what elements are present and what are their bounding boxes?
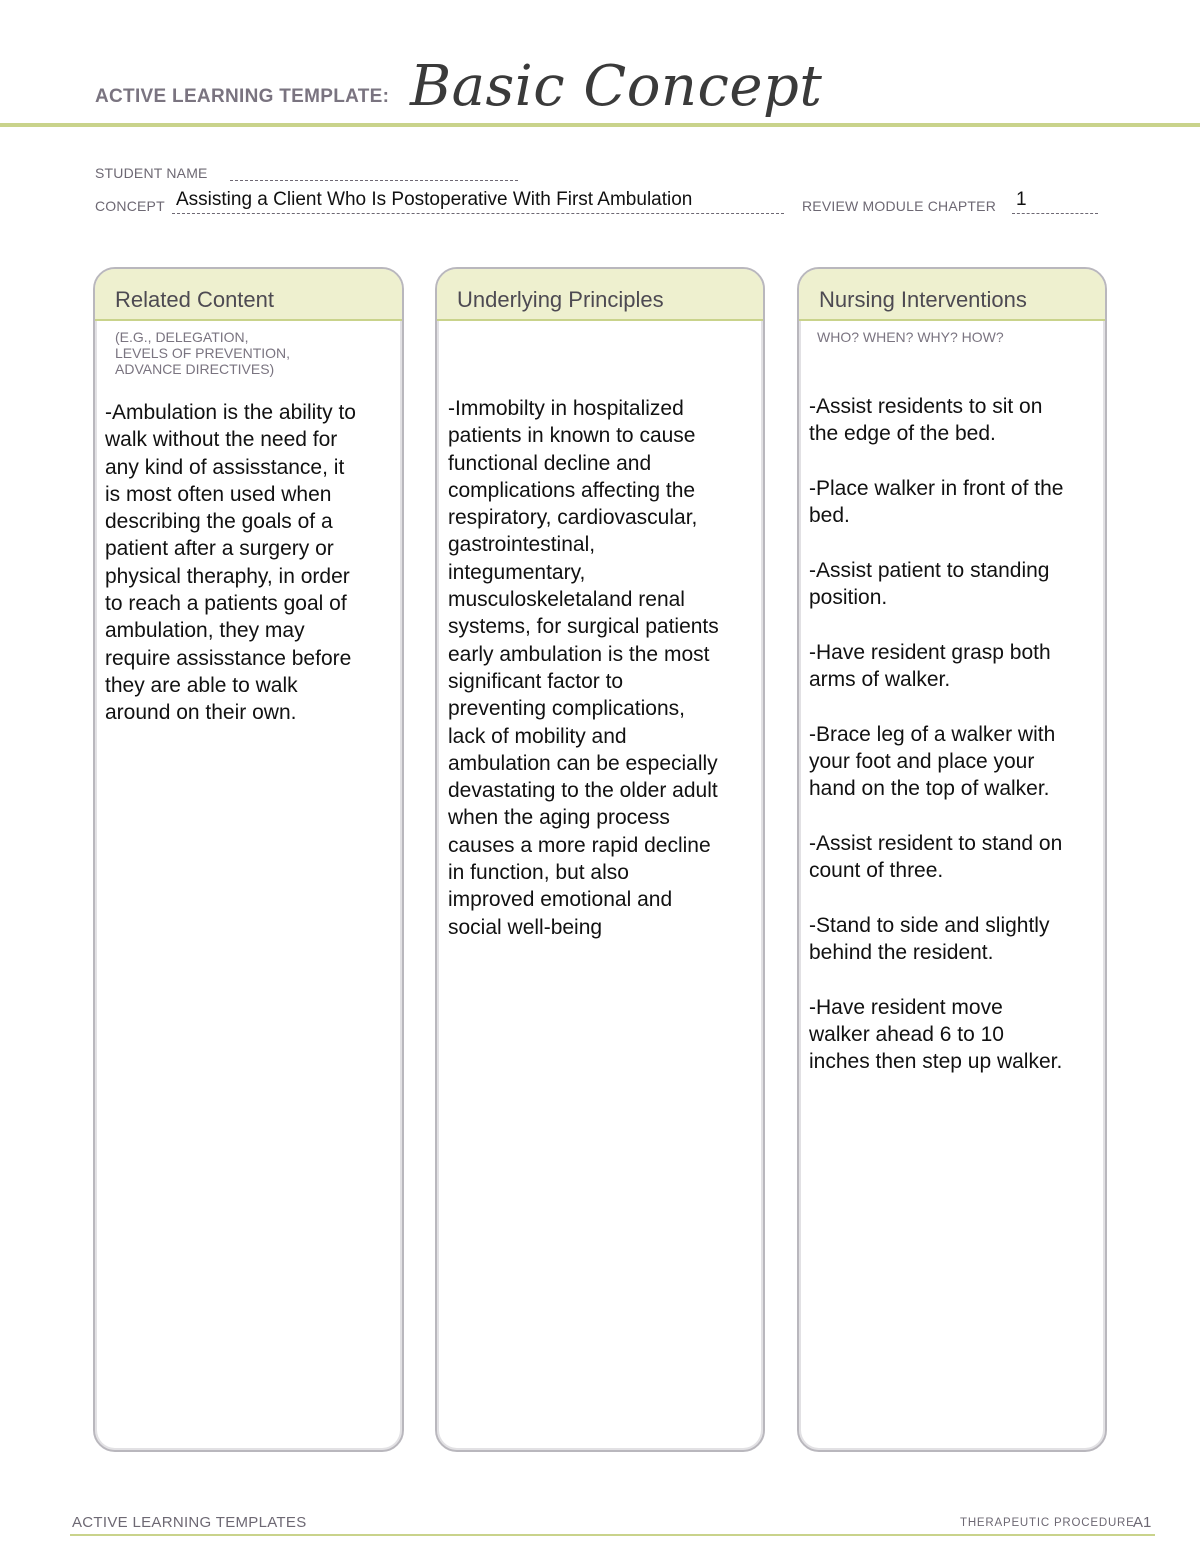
related-content-header [95,269,402,321]
nursing-interventions-text: -Assist residents to sit on the edge of the bed. -Place walker in front of the bed. -Assist patient to standing position. -Have resident grasp both arms of walker. -Brace leg of a walker with your foot and place your hand on the top of walker. -Assist resident to stand on count of three. -Stand to side and slightly behind the resident. -Have resident move walker ahead 6 to 10 inches then step up walker. [809,395,1064,1074]
concept-label: CONCEPT [95,198,165,214]
related-content-text: -Ambulation is the ability to walk without the need for any kind of assisstance, it is most often used when describing the goals of a patient after a surgery or physical theraphy, in order to reach a patients goal of ambulation, they may require assisstance before they are able to walk around on their own. [105,401,356,725]
review-module-chapter-value: 1 [1016,189,1027,210]
underlying-principles-panel [435,267,765,1452]
underlying-principles-text: -Immobilty in hospitalized patients in known to cause functional decline and complications affecting the respiratory, cardiovascular, gastrointestinal, integumentary, musculoskeletaland renal systems, for surgical patients early ambulation is the most significant factor to preventing complications, lack of mobility and ambulation can be especially devastating to the older adult when the aging process causes a more rapid decline in function, but also improved emotional and social well-being [448,397,719,939]
review-module-chapter-field[interactable] [1012,189,1098,214]
underlying-principles-title: Underlying Principles [457,287,664,312]
related-content-subtitle: (E.G., DELEGATION, LEVELS OF PREVENTION, ADVANCE DIRECTIVES) [115,329,291,377]
footer-divider [70,1534,1155,1536]
related-content-title: Related Content [115,287,274,312]
template-title: Basic Concept [410,54,823,119]
nursing-interventions-subtitle: WHO? WHEN? WHY? HOW? [817,329,1004,345]
student-name-label: STUDENT NAME [95,165,208,181]
concept-field[interactable] [172,189,784,214]
review-module-chapter-label: REVIEW MODULE CHAPTER [802,198,996,214]
template-label: ACTIVE LEARNING TEMPLATE: [95,86,390,107]
header-divider [0,123,1200,127]
concept-value: Assisting a Client Who Is Postoperative With First Ambulation [176,189,693,210]
underlying-principles-header [437,269,763,321]
student-name-field[interactable] [230,160,518,181]
footer-right-label: THERAPEUTIC PROCEDURE [960,1517,1135,1529]
footer-left-label: ACTIVE LEARNING TEMPLATES [72,1514,307,1531]
nursing-interventions-title: Nursing Interventions [819,287,1027,312]
nursing-interventions-header [799,269,1105,321]
footer-page-code: A1 [1133,1514,1152,1531]
related-content-panel [93,267,404,1452]
nursing-interventions-panel [797,267,1107,1452]
